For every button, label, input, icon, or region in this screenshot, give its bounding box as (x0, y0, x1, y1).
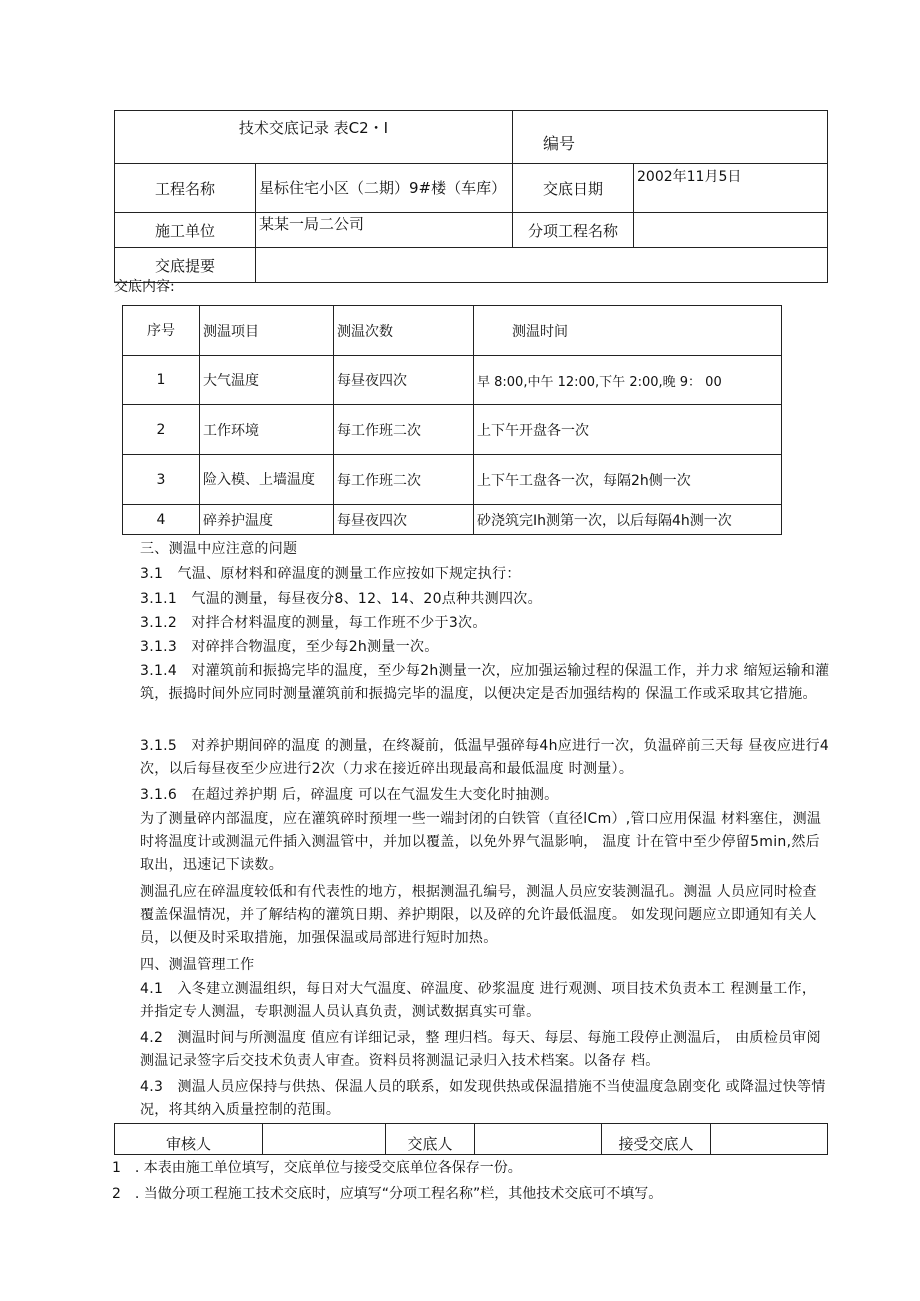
receiver-value (711, 1124, 828, 1155)
table-row (123, 455, 782, 505)
paragraph-3-1-2: 3.1.2 对拌合材料温度的测量，每工作班不少于3次。 (140, 615, 487, 631)
cell-count: 每工作班二次 (334, 455, 474, 505)
cell-index: 3 (123, 455, 200, 505)
table-row (123, 505, 782, 535)
paragraph-hole: 测温孔应在碎温度较低和有代表性的地方，根据测温孔编号，测温人员应安装测温孔。测温 人员应同时检查覆盖保温情况，并了解结构的灌筑日期、养护期限，以及碎的允许最低温度。 如发现问题应立即通知有关人员，以便及时采取措施，加强保温或局部进行短时加热。 (140, 884, 817, 946)
project-label: 工程名称 (115, 164, 256, 213)
table-header-row (123, 306, 782, 356)
unit-value: 某某一局二公司 (256, 213, 513, 248)
col-header-count: 测温次数 (334, 306, 474, 356)
paragraph-3-1-5: 3.1.5 对养护期间碎的温度 的测量，在终凝前，低温早强碎每4h应进行一次，负温碎前三天每 昼夜应进行4次，以后每昼夜至少应进行2次（力求在接近碎出现最高和最低温度 时测量）。 (140, 738, 830, 777)
reviewer-label: 审核人 (115, 1124, 263, 1155)
number-label (513, 111, 828, 164)
section-heading-4: 四、测温管理工作 (140, 957, 255, 973)
section-heading-3: 三、测温中应注意的问题 (140, 541, 298, 557)
receiver-label: 接受交底人 (602, 1124, 711, 1155)
discloser-value (475, 1124, 602, 1155)
discloser-label: 交底人 (386, 1124, 475, 1155)
cell-time: 早 8:00,中午 12:00,下午 2:00,晚 9： 00 (474, 356, 782, 405)
cell-count: 每工作班二次 (334, 405, 474, 455)
cell-time: 砂浇筑完Ih测第一次，以后每隔4h测一次 (474, 505, 782, 535)
col-header-index: 序号 (123, 306, 200, 356)
cell-item: 险入模、上墙温度 (200, 455, 334, 505)
date-label: 交底日期 (513, 164, 634, 213)
summary-label: 交底提要 (115, 248, 256, 283)
table-row (123, 405, 782, 455)
measure-table (122, 305, 782, 535)
cell-index: 4 (123, 505, 200, 535)
signature-table (114, 1123, 828, 1155)
note-1: 1 . 本表由施工单位填写，交底单位与接受交底单位各保存一份。 (112, 1160, 522, 1176)
cell-item: 工作环境 (200, 405, 334, 455)
project-value: 星标住宅小区（二期）9#楼（车库） (256, 164, 513, 213)
paragraph-3-1-6: 3.1.6 在超过养护期 后，碎温度 可以在气温发生大变化时抽测。 (140, 787, 559, 803)
cell-item: 碎养护温度 (200, 505, 334, 535)
header-table (114, 110, 828, 283)
number-label-text: 编号 (543, 133, 576, 153)
cell-index: 1 (123, 356, 200, 405)
unit-label: 施工单位 (115, 213, 256, 248)
paragraph-4-2: 4.2 测温时间与所测温度 值应有详细记录，整 理归档。每天、每层、每施工段停止测温后， 由质检员审阅测温记录签字后交技术负责人审查。资料员将测温记录归入技术档案。以备存 档。 (140, 1030, 821, 1069)
cell-count: 每昼夜四次 (334, 505, 474, 535)
paragraph-3-1-1: 3.1.1 气温的测量，每昼夜分8、12、14、20点种共测四次。 (140, 591, 542, 607)
col-header-time: 测温时间 (474, 306, 782, 356)
col-header-item: 测温项目 (200, 306, 334, 356)
form-title (115, 111, 513, 164)
cell-time: 上下午开盘各一次 (474, 405, 782, 455)
paragraph-3-1-4: 3.1.4 对灌筑前和振捣完毕的温度，至少每2h测量一次，应加强运输过程的保温工作，并力求 缩短运输和灌筑，振捣时间外应同时测量灌筑前和振捣完毕的温度，以便决定是否加强结构的 保温工作或采取其它措施。 (140, 663, 830, 702)
paragraph-4-3: 4.3 测温人员应保持与供热、保温人员的联系，如发现供热或保温措施不当使温度急剧变化 或降温过快等情况，将其纳入质量控制的范围。 (140, 1079, 826, 1118)
subproject-label: 分项工程名称 (513, 213, 634, 248)
table-row (123, 356, 782, 405)
date-value: 2002年11月5日 (634, 164, 828, 213)
paragraph-3-1-3: 3.1.3 对碎拌合物温度，至少每2h测量一次。 (140, 639, 439, 655)
form-title-text: 技术交底记录 表C2・I (238, 119, 389, 137)
note-2: 2 . 当做分项工程施工技术交底时，应填写“分项工程名称”栏，其他技术交底可不填写。 (112, 1186, 663, 1202)
subproject-value (634, 213, 828, 248)
cell-count: 每昼夜四次 (334, 356, 474, 405)
cell-item: 大气温度 (200, 356, 334, 405)
paragraph-3-1: 3.1 气温、原材料和碎温度的测量工作应按如下规定执行： (140, 566, 521, 582)
content-label: 交底内容: (114, 279, 175, 295)
summary-value (256, 248, 828, 283)
paragraph-4-1: 4.1 入冬建立测温组织，每日对大气温度、碎温度、砂浆温度 进行观测、项目技术负责本工 程测量工作，并指定专人测温，专职测温人员认真负责，测试数据真实可靠。 (140, 981, 817, 1020)
cell-time: 上下午工盘各一次，每隔2h侧一次 (474, 455, 782, 505)
paragraph-pipe: 为了测量碎内部温度，应在灌筑碎时预埋一些一端封闭的白铁管（直径lCm）,管口应用保温 材料塞住，测温时将温度计或测温元件插入测温管中，并加以覆盖，以免外界气温影响， 温度 计在管中至少停留5min,然后取出，迅速记下读数。 (140, 811, 822, 873)
cell-index: 2 (123, 405, 200, 455)
reviewer-value (263, 1124, 386, 1155)
